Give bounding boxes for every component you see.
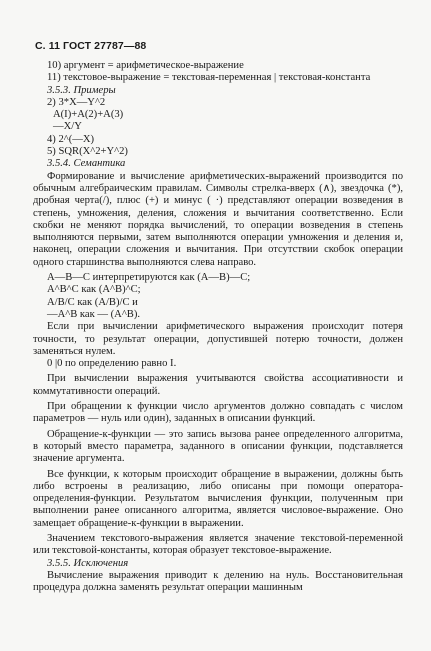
example-4: 4) 2^(—X) [47,133,95,145]
paragraph-precision: Если при вычислении арифметического выражения происходит потеря точности, то результат операции, допустившей потерю точности, должен заменяться нулем. [33,321,403,357]
paragraph-rules: Формирование и вычисление арифметических-выражений производится по обычным алгебраическим правилам. Символы стрелка-вверх (∧), звездочка (*), дробная черта(/), плюс (+) и минус ( ·) представляют операции возведения в степень, умножения, деления, сложения и вычитания соответственно. Если скобки не меняют порядка вычислений, то операции возведения в степень выполняются первыми, затем выполняются операции умножения и деления и, наконец, операции сложения и вычитания. При отсутствии скобок операции одного старшинства выполняются слева направо. [33,170,403,268]
definition-item-10: 10) аргумент = арифметическое-выражение [47,60,244,71]
page-body [33,60,403,594]
paragraph-functions: Все функции, к которым происходит обращение в выражении, должны быть либо встроены в реализацию, либо описаны при помощи оператора-определения-функции. Результатом вычисления функции, полученным при выполнении ранее описанного алгоритма, является числовое-выражение. Оно замещает обращение-к-функции в выражении. [33,468,403,529]
paragraph-arguments: При обращении к функции число аргументов должно совпадать с числом параметров — нуль или один), заданных в описании функций. [33,401,403,425]
example-2: 2) 3*X—Y^2 [47,96,106,108]
paragraph-zero: 0 |0 по определению равно I. [47,358,177,370]
section-heading-examples: 3.5.3. Примеры [47,84,116,96]
paragraph-associativity: При вычислении выражения учитываются свойства ассоциативности и коммутативности операций. [33,373,403,397]
page-header: С. 11 ГОСТ 27787—88 [35,40,147,52]
paragraph-text-expression: Значением текстового-выражения является значение текстовой-переменной или текстовой-константы, которая образует текстовое-выражение. [33,532,403,557]
code-line-4: —A^B как — (A^B). [47,308,141,320]
example-5: 5) SQR(X^2+Y^2) [47,146,128,158]
code-line-2: A^B^C как (A^B)^C; [47,284,141,296]
paragraph-division-by-zero: Вычисление выражения приводит к делению на нуль. Восстановительная процедура должна заменять результат операции машинным [33,569,403,594]
example-2-cont-2: —X/Y [53,121,82,133]
section-heading-semantics: 3.5.4. Семантика [47,158,126,170]
paragraph-function-call: Обращение-к-функции — это запись вызова ранее определенного алгоритма, в который вместо параметра, заданного в описании функции, подставляется значение аргумента. [33,428,403,465]
definition-item-11: 11) текстовое-выражение = текстовая-переменная | текстовая-константа [47,72,371,84]
code-line-1: A—B—C интерпретируются как (A—B)—C; [47,272,251,284]
example-2-cont-1: A(I)+A(2)+A(3) [53,109,124,121]
code-line-3: A/B/C как (A/B)/C и [47,296,138,308]
section-heading-exceptions: 3.5.5. Исключения [47,557,129,569]
